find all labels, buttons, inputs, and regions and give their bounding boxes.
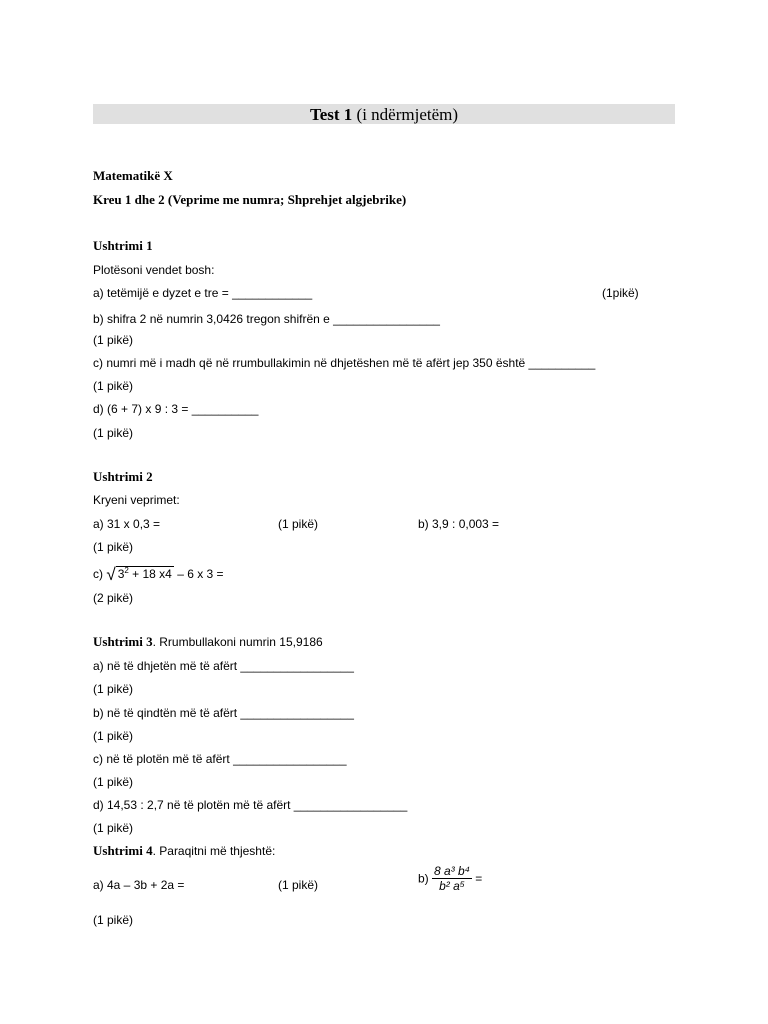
ex2-b-points: (1 pikë) (93, 540, 134, 554)
fraction-numerator: 8 a³ b⁴ (434, 864, 470, 878)
ex4-b-label: b) (418, 871, 429, 886)
ex4-heading-line (93, 843, 275, 859)
ex2-c-rest: – 6 x 3 = (173, 567, 224, 581)
ex2-intro: Kryeni veprimet: (93, 493, 180, 507)
ex1-a-points: (1pikë) (602, 286, 639, 300)
ex4-intro: . Paraqitni më thjeshtë: (152, 844, 276, 858)
ex1-c: c) numri më i madh që në rrumbullakimin në dhjetëshen më të afërt jep 350 është __________ (93, 356, 596, 370)
ex3-c-points: (1 pikë) (93, 775, 134, 789)
fraction-denominator: b² a⁵ (439, 879, 465, 893)
ex4-points: (1 pikë) (93, 913, 134, 927)
ex2-a: a) 31 x 0,3 = (93, 517, 161, 531)
ex2-c-exponent: 2 (124, 566, 129, 575)
subject-heading: Matematikë X (93, 168, 173, 183)
ex1-d: d) (6 + 7) x 9 : 3 = __________ (93, 402, 259, 416)
ex1-b-points: (1 pikë) (93, 333, 134, 347)
ex4-a-points: (1 pikë) (278, 878, 319, 892)
ex3-heading-line (93, 634, 323, 650)
ex3-a-points: (1 pikë) (93, 682, 134, 696)
ex2-c-radicand-rest: + 18 x4 (128, 567, 172, 581)
ex2-a-points: (1 pikë) (278, 517, 319, 531)
test-title-bold: Test 1 (309, 105, 353, 124)
ex3-b-points: (1 pikë) (93, 729, 134, 743)
radical-sign-icon: √ (106, 565, 116, 584)
ex3-d-points: (1 pikë) (93, 821, 134, 835)
ex3-heading: Ushtrimi 3 (93, 634, 153, 649)
chapter-heading: Kreu 1 dhe 2 (Veprime me numra; Shprehjet algjebrike) (93, 192, 407, 207)
ex1-intro: Plotësoni vendet bosh: (93, 263, 215, 277)
ex2-c (93, 563, 224, 582)
ex1-c-points: (1 pikë) (93, 379, 134, 393)
ex1-heading: Ushtrimi 1 (93, 238, 153, 253)
ex2-heading: Ushtrimi 2 (93, 469, 153, 484)
ex2-c-points: (2 pikë) (93, 591, 134, 605)
fraction-expression (432, 864, 472, 893)
ex1-b: b) shifra 2 në numrin 3,0426 tregon shifrën e ________________ (93, 312, 440, 326)
ex2-c-label: c) (93, 567, 103, 581)
test-title-rest: (i ndërmjetëm) (352, 105, 459, 124)
ex4-a: a) 4a – 3b + 2a = (93, 878, 185, 892)
ex1-d-points: (1 pikë) (93, 426, 134, 440)
ex4-b (418, 864, 482, 893)
ex2-c-radicand: 3 (117, 567, 125, 581)
square-root-expression (106, 563, 174, 582)
ex1-a: a) tetëmijë e dyzet e tre = ____________ (93, 286, 313, 300)
ex3-c: c) në të plotën më të afërt _________________ (93, 752, 347, 766)
ex3-d: d) 14,53 : 2,7 në të plotën më të afërt _________________ (93, 798, 408, 812)
ex3-b: b) në të qindtën më të afërt _________________ (93, 706, 354, 720)
ex2-b: b) 3,9 : 0,003 = (418, 517, 500, 531)
ex3-intro: . Rrumbullakoni numrin 15,9186 (152, 635, 323, 649)
ex4-b-equals: = (471, 871, 483, 886)
ex3-a: a) në të dhjetën më të afërt _________________ (93, 659, 354, 673)
test-title-bar (93, 104, 675, 124)
ex4-heading: Ushtrimi 4 (93, 843, 153, 858)
